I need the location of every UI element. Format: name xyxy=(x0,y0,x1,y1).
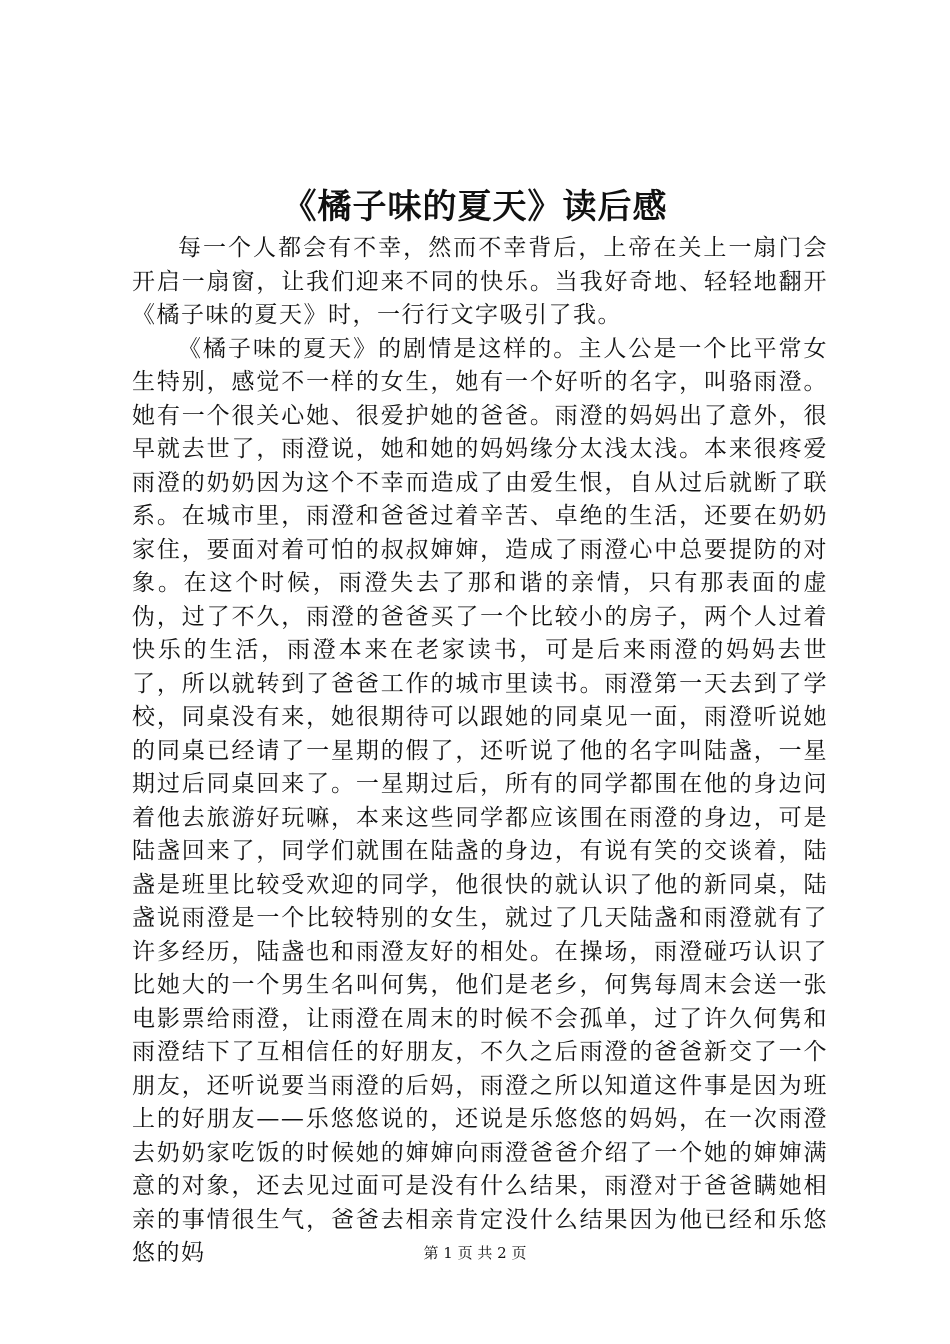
document-body xyxy=(132,232,828,1271)
page-number-footer: 第 1 页 共 2 页 xyxy=(423,1244,527,1262)
document-title: 《橘子味的夏天》读后感 xyxy=(282,187,668,227)
paragraph-plot: 《橘子味的夏天》的剧情是这样的。主人公是一个比平常女生特别，感觉不一样的女生，她有一个好听的名字，叫骆雨澄。她有一个很关心她、很爱护她的爸爸。雨澄的妈妈出了意外，很早就去世了，雨澄说，她和她的妈妈缘分太浅太浅。本来很疼爱雨澄的奶奶因为这个不幸而造成了由爱生恨，自从过后就断了联系。在城市里，雨澄和爸爸过着辛苦、卓绝的生活，还要在奶奶家住，要面对着可怕的叔叔婶婶，造成了雨澄心中总要提防的对象。在这个时候，雨澄失去了那和谐的亲情，只有那表面的虚伪，过了不久，雨澄的爸爸买了一个比较小的房子，两个人过着快乐的生活，雨澄本来在老家读书，可是后来雨澄的妈妈去世了，所以就转到了爸爸工作的城市里读书。雨澄第一天去到了学校，同桌没有来，她很期待可以跟她的同桌见一面，雨澄听说她的同桌已经请了一星期的假了，还听说了他的名字叫陆盏，一星期过后同桌回来了。一星期过后，所有的同学都围在他的身边问着他去旅游好玩嘛，本来这些同学都应该围在雨澄的身边，可是陆盏回来了，同学们就围在陆盏的身边，有说有笑的交谈着，陆盏是班里比较受欢迎的同学，他很快的就认识了他的新同桌，陆盏说雨澄是一个比较特别的女生，就过了几天陆盏和雨澄就有了许多经历，陆盏也和雨澄友好的相处。在操场，雨澄碰巧认识了比她大的一个男生名叫何隽，他们是老乡，何隽每周末会送一张电影票给雨澄，让雨澄在周末的时候不会孤单，过了许久何隽和雨澄结下了互相信任的好朋友，不久之后雨澄的爸爸新交了一个朋友，还听说要当雨澄的后妈，雨澄之所以知道这件事是因为班上的好朋友——乐悠悠说的，还说是乐悠悠的妈妈，在一次雨澄去奶奶家吃饭的时候她的婶婶向雨澄爸爸介绍了一个她的婶婶满意的对象，还去见过面可是没有什么结果，雨澄对于爸爸瞒她相亲的事情很生气，爸爸去相亲肯定没什么结果因为他已经和乐悠悠的妈 xyxy=(132,335,828,1266)
paragraph-intro: 每一个人都会有不幸，然而不幸背后，上帝在关上一扇门会开启一扇窗，让我们迎来不同的快乐。当我好奇地、轻轻地翻开《橘子味的夏天》时，一行行文字吸引了我。 xyxy=(132,235,828,328)
